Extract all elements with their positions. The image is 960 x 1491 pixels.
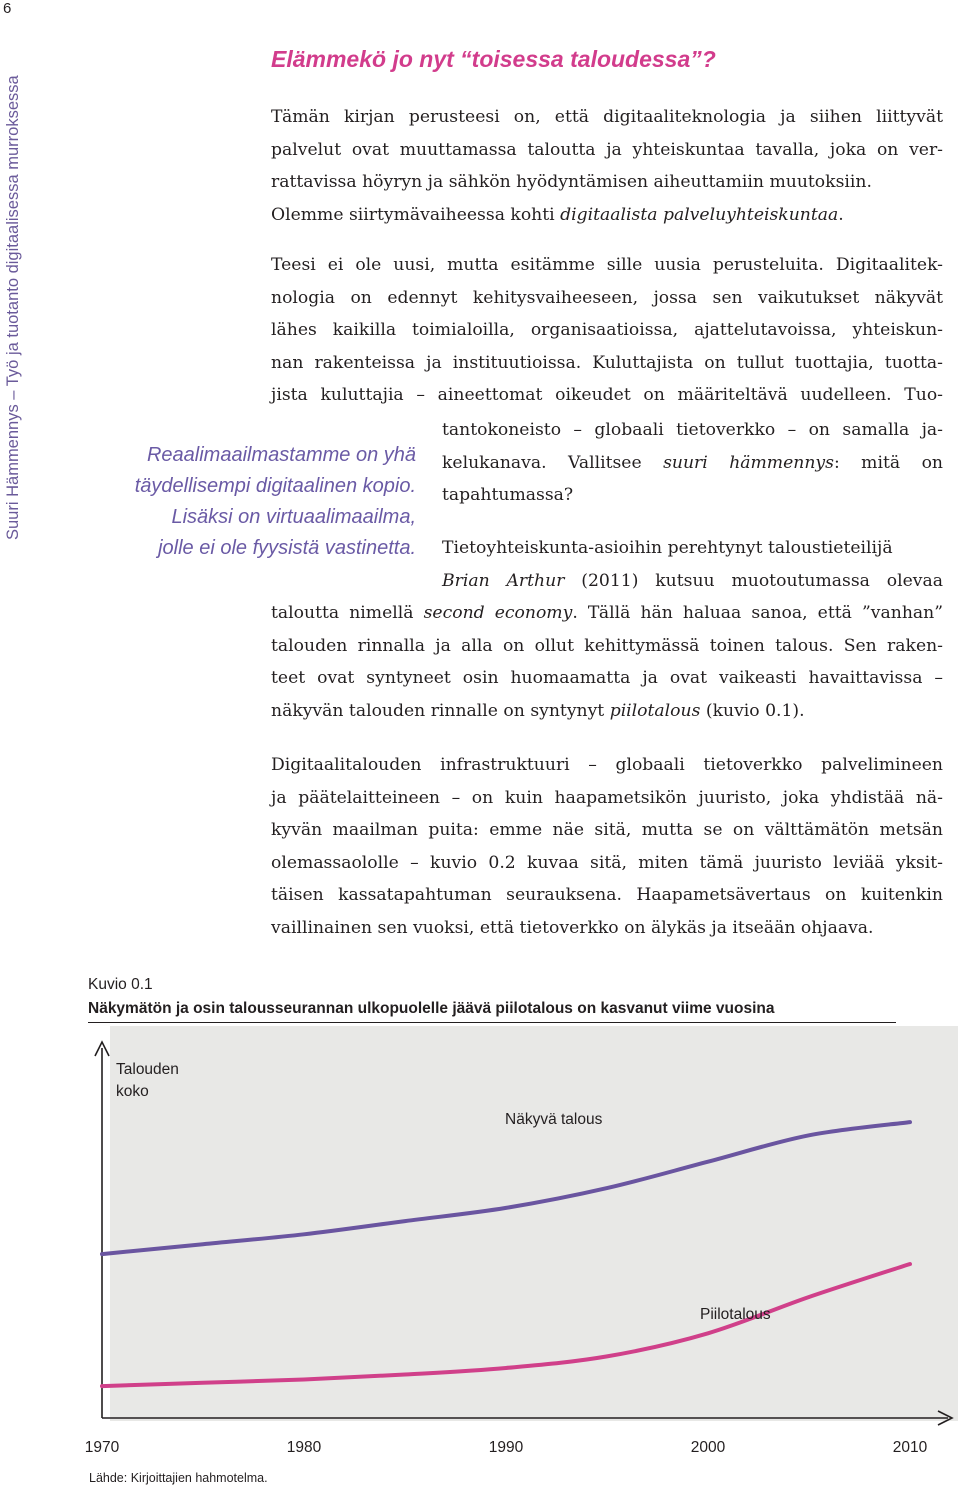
paragraph-line: Tämän kirjan perusteesi on, että digitaaliteknologia ja siihen liittyvät <box>271 107 943 127</box>
figure-rule <box>88 1022 896 1023</box>
y-axis-label-line: Talouden <box>116 1061 179 1078</box>
text-run: näkyvän talouden rinnalle on syntynyt <box>271 700 610 721</box>
series-label: Piilotalous <box>700 1306 771 1323</box>
paragraph-line <box>271 695 943 728</box>
paragraph-line: nologia on edennyt kehitysvaiheeseen, jossa sen vaikutukset näkyvät <box>271 287 943 308</box>
text-run: kelukanava. Vallitsee <box>442 452 664 473</box>
paragraph-line <box>442 565 943 598</box>
paragraph-3-intro <box>442 532 943 597</box>
paragraph-line: Tietoyhteiskunta-asioihin perehtynyt taloustieteilijä <box>442 538 893 558</box>
series-label: Näkyvä talous <box>505 1111 603 1128</box>
paragraph-line <box>271 597 943 630</box>
text-run: . <box>838 204 844 225</box>
paragraph-line: tapahtumassa? <box>442 485 574 505</box>
paragraph-line: lähes kaikilla toimialoilla, organisaatioissa, ajattelutavoissa, yhteiskun- <box>271 320 943 340</box>
paragraph-3 <box>271 597 943 727</box>
pull-quote-line: Reaalimaailmastamme on yhä <box>146 444 416 466</box>
text-run: (2011) kutsuu muotoutumassa olevaa <box>564 570 943 591</box>
paragraph-line: Digitaalitalouden infrastruktuuri – globaali tietoverkko palvelimineen <box>271 755 943 775</box>
emphasis: digitaalista palveluyhteiskuntaa <box>560 204 839 225</box>
x-tick-label: 1970 <box>84 1439 120 1456</box>
figure-label: Kuvio 0.1 <box>88 976 153 993</box>
paragraph-line: vaillinainen sen vuoksi, että tietoverkko on älykäs ja itseään ohjaava. <box>271 917 874 938</box>
x-tick-label: 1980 <box>286 1439 322 1456</box>
x-tick-label: 1990 <box>488 1439 524 1456</box>
paragraph-4 <box>271 749 943 944</box>
x-tick-label: 2000 <box>690 1439 726 1456</box>
text-run: Olemme siirtymävaiheessa kohti <box>271 204 561 225</box>
source-note: Lähde: Kirjoittajien hahmotelma. <box>89 1471 268 1485</box>
paragraph-line: olemassaololle – kuvio 0.2 kuvaa sitä, miten tämä juuristo leviää yksit- <box>271 852 943 873</box>
emphasis: second economy <box>423 603 573 623</box>
y-axis-label-line: koko <box>116 1083 149 1100</box>
paragraph-line <box>442 447 943 480</box>
chart-background <box>110 1026 958 1421</box>
paragraph-line: Teesi ei ole uusi, mutta esitämme sille uusia perusteluita. Digitaalitek- <box>271 255 943 275</box>
emphasis: piilotalous <box>609 700 701 721</box>
text-run: : mitä on <box>833 452 943 473</box>
paragraph-2 <box>271 249 943 412</box>
pull-quote-line: jolle ei ole fyysistä vastinetta. <box>158 537 416 559</box>
paragraph-line: tantokoneisto – globaali tietoverkko – on samalla ja- <box>442 420 943 440</box>
section-title: Elämmekö jo nyt “toisessa taloudessa”? <box>271 46 716 72</box>
figure-title: Näkymätön ja osin talousseurannan ulkopuolelle jäävä piilotalous on kasvanut viime vuosina <box>88 1000 775 1017</box>
paragraph-line: palvelut ovat muuttamassa taloutta ja yhteiskuntaa tavalla, joka on ver- <box>271 139 943 160</box>
paragraph-line: teet ovat syntyneet osin huomaamatta ja ovat vaikeasti havaittavissa – <box>271 668 943 688</box>
emphasis: Brian Arthur <box>442 570 565 591</box>
paragraph-1 <box>271 101 943 231</box>
pull-quote-line: täydellisempi digitaalinen kopio. <box>134 475 416 497</box>
paragraph-line: rattavissa höyryn ja sähkön hyödyntämisen aiheuttamiin muutoksiin. <box>271 172 872 192</box>
paragraph-line: ja päätelaitteineen – on kuin haapametsikön juuristo, joka yhdistää nä- <box>271 787 943 808</box>
text-run: taloutta nimellä <box>271 603 424 623</box>
page-number: 6 <box>3 0 12 17</box>
paragraph-line: kyvän maailman puita: emme näe sitä, mutta se on välttämätön metsän <box>271 820 943 840</box>
x-tick-label: 2010 <box>892 1439 928 1456</box>
text-run: (kuvio 0.1). <box>700 700 805 721</box>
running-head: Suuri Hämmennys – Työ ja tuotanto digitaalisessa murroksessa <box>4 75 22 540</box>
paragraph-2-continued <box>442 414 943 512</box>
pull-quote <box>80 440 416 564</box>
emphasis: suuri hämmennys <box>663 452 834 473</box>
x-axis-ticks <box>85 1439 928 1456</box>
text-run: . Tällä hän haluaa sanoa, että ”vanhan” <box>572 603 943 623</box>
line-chart <box>80 1026 960 1466</box>
paragraph-line: talouden rinnalla ja alla on ollut kehittymässä toinen talous. Sen raken- <box>271 635 943 656</box>
paragraph-line: jista kuluttajia – aineettomat oikeudet on määriteltävä uudelleen. Tuo- <box>271 385 943 405</box>
paragraph-line <box>271 199 943 232</box>
paragraph-line: nan rakenteissa ja instituutioissa. Kuluttajista on tullut tuottajia, tuotta- <box>271 352 943 373</box>
pull-quote-line: Lisäksi on virtuaalimaailma, <box>171 506 416 528</box>
paragraph-line: täisen kassatapahtuman seurauksena. Haapametsävertaus on kuitenkin <box>271 885 943 905</box>
